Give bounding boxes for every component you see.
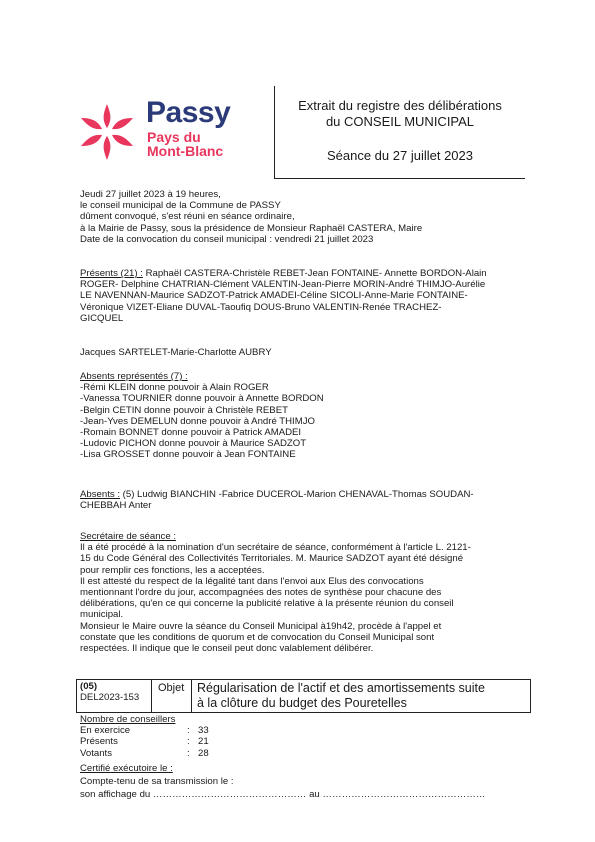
count-label: En exercice bbox=[80, 725, 131, 737]
proxy-line: -Belgin CETIN donne pouvoir à Christèle REBET bbox=[80, 404, 288, 416]
deliberation-title bbox=[197, 681, 485, 711]
secretary-line: délibérations, qu'en ce qui concerne la publicité relative à la présente réunion du conseil bbox=[80, 598, 454, 610]
intro-block bbox=[80, 189, 422, 245]
count-row bbox=[80, 736, 240, 747]
count-value: 28 bbox=[198, 747, 209, 759]
header-box bbox=[274, 86, 525, 179]
deliberation-object-label-cell bbox=[151, 680, 192, 712]
absents-line: CHEBBAH Anter bbox=[80, 500, 152, 512]
count-row bbox=[80, 725, 240, 736]
count-value: 21 bbox=[198, 736, 209, 748]
secretary-line: Il est attesté du respect de la légalité tant dans l'envoi aux Elus des convocations bbox=[80, 575, 424, 587]
proxy-line: -Jean-Yves DEMELUN donne pouvoir à André THIMJO bbox=[80, 415, 315, 427]
session-date: Séance du 27 juillet 2023 bbox=[326, 148, 473, 163]
count-value: 33 bbox=[198, 725, 209, 737]
presents-line: Raphaël CASTERA-Christèle REBET-Jean FONTAINE- Annette BORDON-Alain bbox=[142, 268, 487, 279]
presents-line: Véronique VIZET-Eliane DUVAL-Taoufiq DOUS-Bruno VALENTIN-Renée TRACHEZ- bbox=[80, 301, 442, 313]
presents-extra: Jacques SARTELET-Marie-Charlotte AUBRY bbox=[80, 347, 272, 358]
absents-represented-label: Absents représentés (7) : bbox=[80, 371, 188, 382]
presents-label: Présents (21) : bbox=[80, 268, 143, 279]
count-sep: : bbox=[187, 725, 190, 737]
intro-line: Jeudi 27 juillet 2023 à 19 heures, bbox=[80, 189, 221, 200]
header-title-line1: Extrait du registre des délibérations bbox=[298, 98, 502, 113]
deliberation-title-line: Régularisation de l'actif et des amortissements suite bbox=[197, 681, 485, 695]
secretary-line: pour remplir ces fonctions, les a acceptées. bbox=[80, 564, 265, 576]
presents-block bbox=[80, 268, 487, 324]
intro-line: le conseil municipal de la Commune de PASSY bbox=[80, 200, 281, 212]
logo-subline-2: Mont-Blanc bbox=[147, 143, 224, 159]
intro-line: dûment convoqué, s'est réuni en séance ordinaire, bbox=[80, 211, 295, 223]
secretary-line: Monsieur le Maire ouvre la séance du Conseil Municipal à19h42, procède à l'appel et bbox=[80, 620, 442, 632]
deliberation-ref: DEL2023-153 bbox=[80, 692, 140, 703]
certification-line: son affichage du ………………………………………… au …………………………………………… bbox=[80, 789, 486, 801]
absents-label: Absents : bbox=[80, 489, 120, 500]
star-logo-icon bbox=[78, 100, 136, 164]
intro-line: Date de la convocation du conseil municipal : vendredi 21 juillet 2023 bbox=[80, 233, 374, 245]
deliberation-ref-cell bbox=[77, 680, 152, 712]
count-sep: : bbox=[187, 747, 190, 759]
logo-subline-1: Pays du bbox=[147, 129, 201, 145]
count-row bbox=[80, 748, 240, 759]
secretary-line: respectées. Il indique que le conseil peut donc valablement délibérer. bbox=[80, 643, 374, 655]
proxy-line: -Rémi KLEIN donne pouvoir à Alain ROGER bbox=[80, 382, 269, 394]
presents-line: GICQUEL bbox=[80, 312, 124, 324]
logo-wordmark: Passy bbox=[146, 96, 231, 129]
proxy-line: -Romain BONNET donne pouvoir à Patrick AMADEI bbox=[80, 427, 302, 439]
certification-line: Compte-tenu de sa transmission le : bbox=[80, 776, 234, 788]
secretary-line: municipal. bbox=[80, 609, 124, 621]
secretary-line: 15 du Code Général des Collectivités Territoriales. M. Maurice SADZOT ayant été désigné bbox=[80, 553, 464, 565]
deliberation-number: (05) bbox=[80, 681, 98, 692]
proxy-line: -Lisa GROSSET donne pouvoir à Jean FONTAINE bbox=[80, 449, 296, 461]
absents-block bbox=[80, 489, 474, 511]
passy-logo bbox=[78, 96, 268, 166]
intro-line: à la Mairie de Passy, sous la présidence de Monsieur Raphaël CASTERA, Maire bbox=[80, 222, 423, 234]
header-title-line2: du CONSEIL MUNICIPAL bbox=[325, 114, 475, 129]
secretary-line: Il a été procédé à la nomination d'un secrétaire de séance, conformément à l'article L. 2121- bbox=[80, 542, 471, 554]
deliberation-object-label: Objet bbox=[158, 682, 185, 694]
certification-line: Certifié exécutoire le : bbox=[80, 763, 173, 774]
presents-line: LE NAVENNAN-Maurice SADZOT-Patrick AMADEI-Céline SICOLI-Anne-Marie FONTAINE- bbox=[80, 290, 468, 302]
count-label: Présents bbox=[80, 736, 118, 748]
counts-block bbox=[80, 714, 240, 759]
secretary-block bbox=[80, 531, 471, 654]
counts-title: Nombre de conseillers bbox=[80, 714, 176, 725]
presents-line: ROGER- Delphine CHATRIAN-Clément VALENTIN-Jean-Pierre MORIN-André THIMJO-Aurélie bbox=[80, 279, 486, 291]
proxy-line: -Ludovic PICHON donne pouvoir à Maurice SADZOT bbox=[80, 438, 307, 450]
deliberation-title-line: à la clôture du budget des Pouretelles bbox=[197, 696, 407, 710]
secretary-line: constate que les conditions de quorum et de convocation du Conseil Municipal sont bbox=[80, 631, 435, 643]
absents-line: (5) Ludwig BIANCHIN -Fabrice DUCEROL-Marion CHENAVAL-Thomas SOUDAN- bbox=[120, 489, 474, 500]
secretary-label: Secrétaire de séance : bbox=[80, 531, 176, 542]
count-sep: : bbox=[187, 736, 190, 748]
certification-block bbox=[80, 763, 486, 801]
secretary-line: mentionnant l'ordre du jour, accompagnées des notes de synthèse pour chacune des bbox=[80, 587, 442, 599]
count-label: Votants bbox=[80, 747, 113, 759]
deliberation-box bbox=[76, 679, 531, 713]
absents-represented-block bbox=[80, 371, 324, 461]
proxy-line: -Vanessa TOURNIER donne pouvoir à Annette BORDON bbox=[80, 393, 324, 405]
